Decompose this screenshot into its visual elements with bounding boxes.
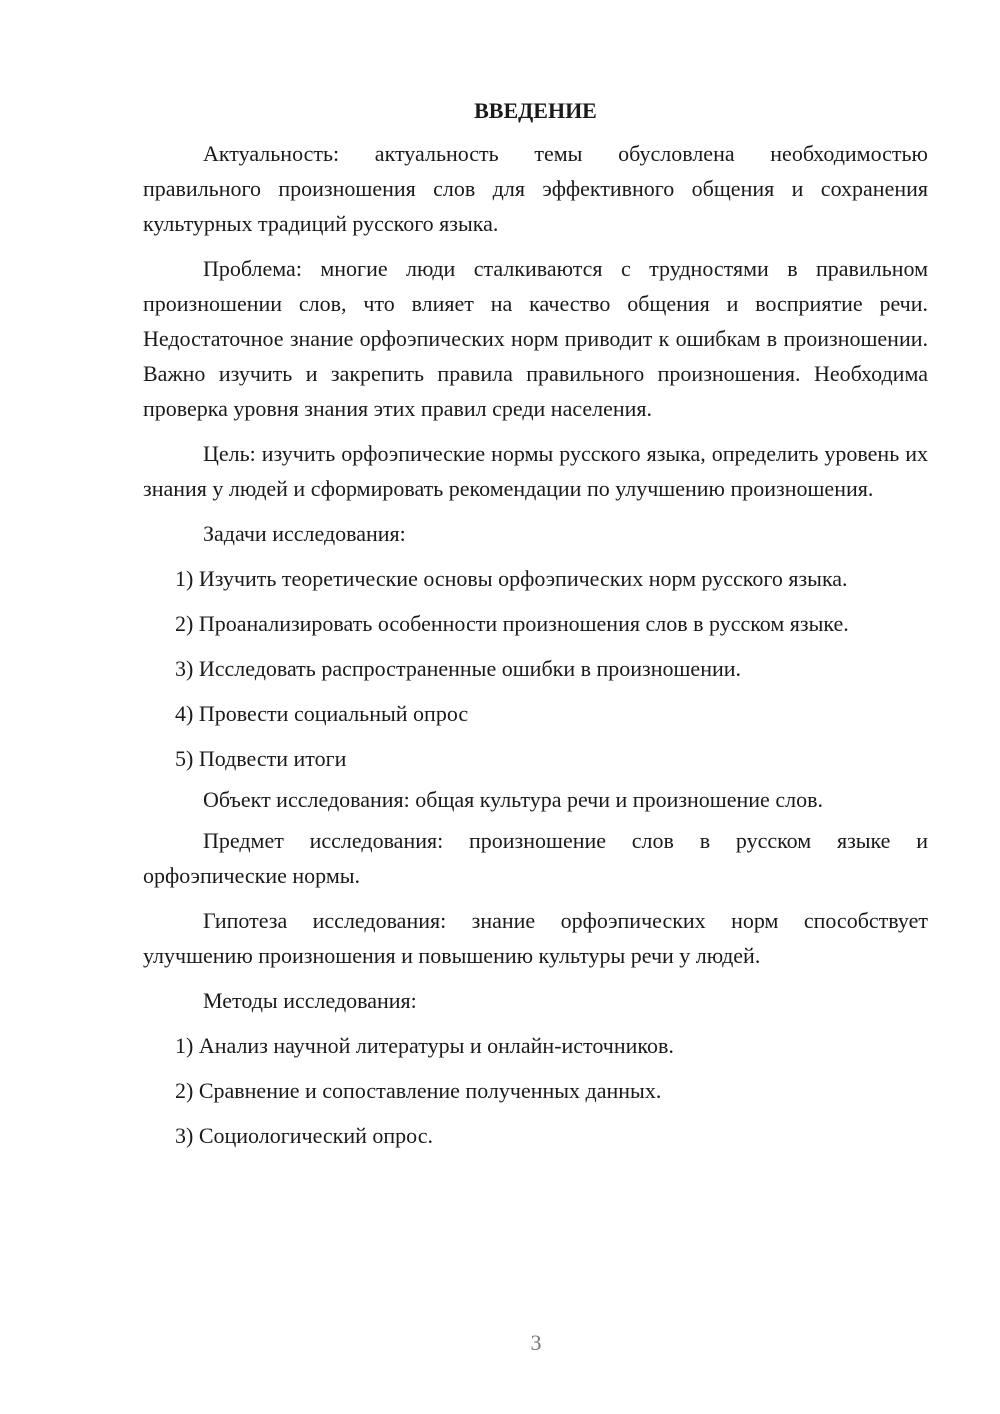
task-item-2: 2) Проанализировать особенности произношения слов в русском языке. bbox=[175, 611, 849, 636]
document-page bbox=[143, 96, 928, 1163]
method-item-1: 1) Анализ научной литературы и онлайн-источников. bbox=[175, 1033, 674, 1058]
task-item-5: 5) Подвести итоги bbox=[175, 746, 347, 771]
tasks-heading: Задачи исследования: bbox=[203, 521, 406, 546]
page-number: 3 bbox=[530, 1330, 542, 1355]
relevance-paragraph: Актуальность: актуальность темы обусловлена необходимостью правильного произношения слов для эффективного общения и сохранения культурных традиций русского языка. bbox=[143, 141, 928, 236]
hypothesis-paragraph: Гипотеза исследования: знание орфоэпических норм способствует улучшению произношения и повышению культуры речи у людей. bbox=[143, 908, 928, 968]
methods-heading: Методы исследования: bbox=[203, 988, 417, 1013]
subject-paragraph: Предмет исследования: произношение слов в русском языке и орфоэпические нормы. bbox=[143, 828, 928, 888]
method-item-2: 2) Сравнение и сопоставление полученных данных. bbox=[175, 1078, 662, 1103]
document-title: ВВЕДЕНИЕ bbox=[474, 98, 597, 123]
problem-paragraph: Проблема: многие люди сталкиваются с трудностями в правильном произношении слов, что влияет на качество общения и восприятие речи. Недостаточное знание орфоэпических норм приводит к ошибкам в произношении. Важно изучить и закрепить правила правильного произношения. Необходима проверка уровня знания этих правил среди населения. bbox=[143, 256, 928, 421]
goal-paragraph: Цель: изучить орфоэпические нормы русского языка, определить уровень их знания у людей и сформировать рекомендации по улучшению произношения. bbox=[143, 441, 928, 501]
task-item-3: 3) Исследовать распространенные ошибки в произношении. bbox=[175, 656, 742, 681]
method-item-3: 3) Социологический опрос. bbox=[175, 1123, 433, 1148]
task-item-4: 4) Провести социальный опрос bbox=[175, 701, 469, 726]
task-item-1: 1) Изучить теоретические основы орфоэпических норм русского языка. bbox=[175, 566, 848, 591]
object-paragraph: Объект исследования: общая культура речи и произношение слов. bbox=[203, 787, 823, 812]
